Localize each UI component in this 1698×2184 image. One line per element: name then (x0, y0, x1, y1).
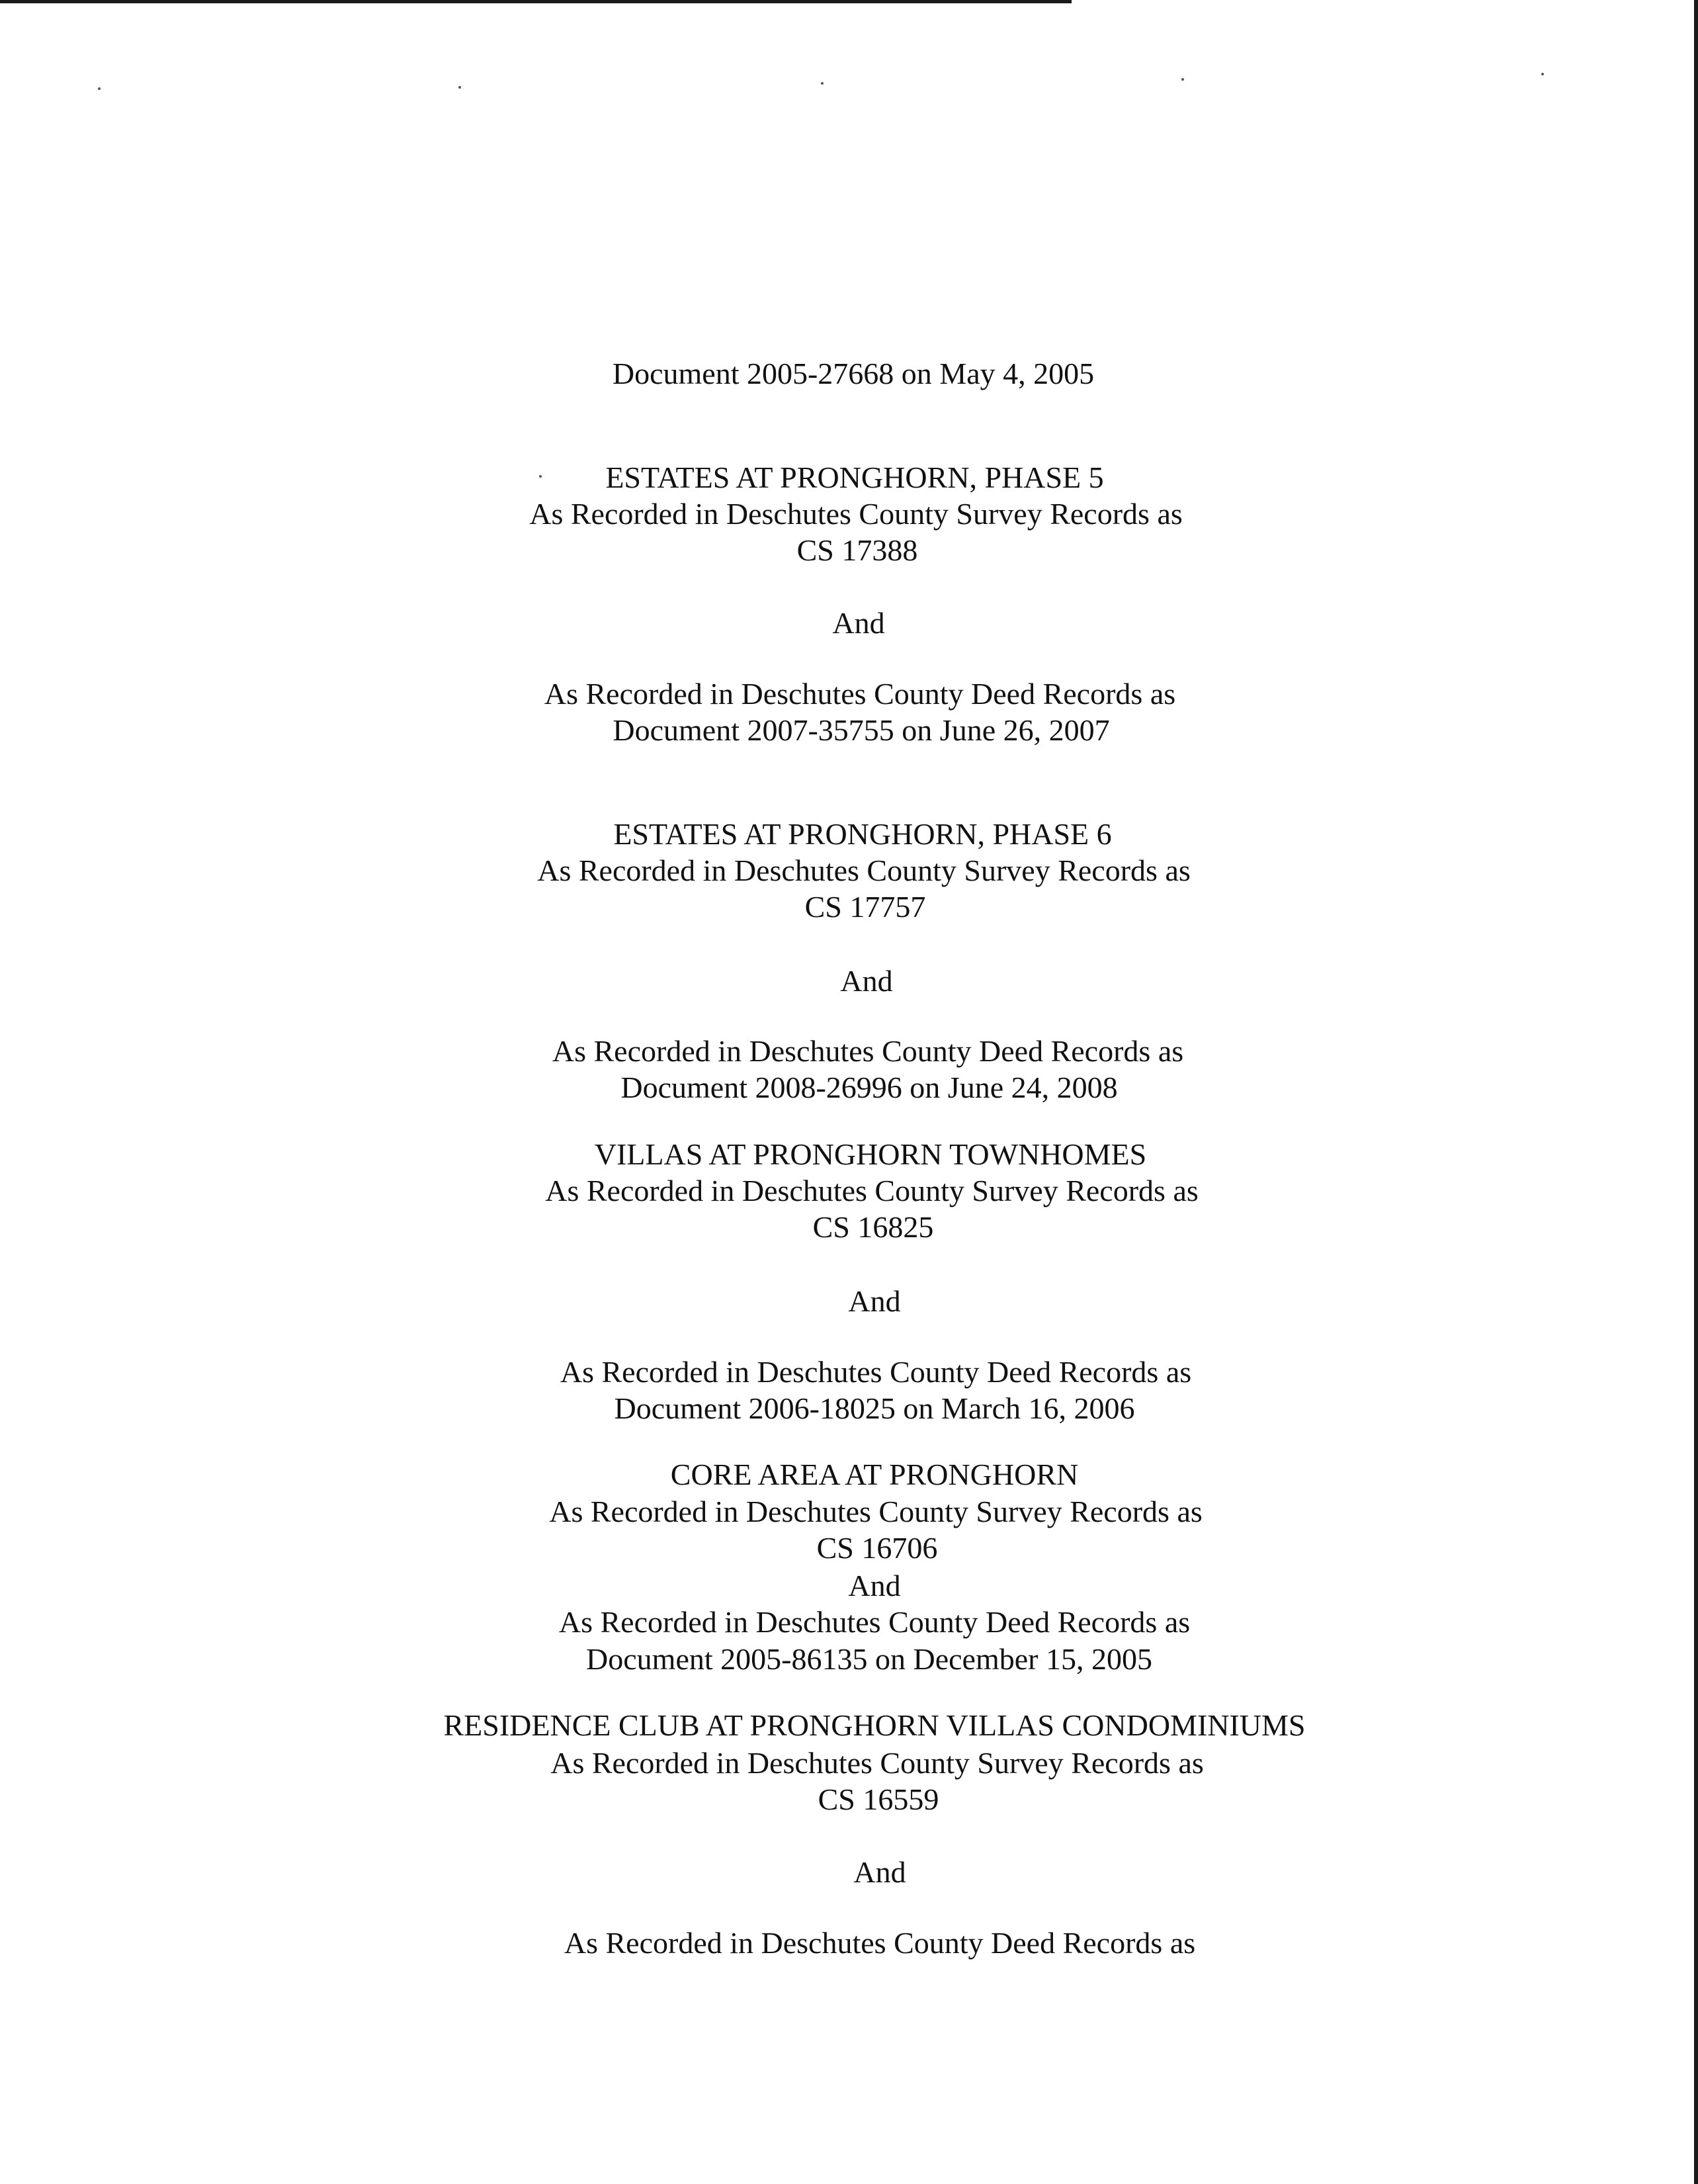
document-line: Document 2008-26996 on June 24, 2008 (620, 1070, 1118, 1104)
document-line: CS 16559 (818, 1782, 939, 1816)
document-line: Document 2007-35755 on June 26, 2007 (613, 713, 1110, 747)
scan-speck (821, 82, 824, 85)
document-line: And (840, 964, 893, 998)
section-heading: VILLAS AT PRONGHORN TOWNHOMES (594, 1137, 1147, 1171)
document-line: As Recorded in Deschutes County Survey Records as (549, 1495, 1203, 1528)
document-line: As Recorded in Deschutes County Deed Records as (560, 1355, 1192, 1389)
document-line: CS 16825 (812, 1210, 934, 1244)
document-line: And (832, 606, 885, 640)
document-line: As Recorded in Deschutes County Deed Records as (558, 1605, 1191, 1639)
document-line: As Recorded in Deschutes County Survey Records as (537, 853, 1191, 887)
scan-speck (98, 87, 101, 90)
document-line: And (848, 1284, 901, 1318)
scan-edge-right (1694, 0, 1698, 2184)
scan-speck (458, 86, 461, 89)
document-line: As Recorded in Deschutes County Deed Records as (564, 1926, 1196, 1960)
section-heading: ESTATES AT PRONGHORN, PHASE 5 (605, 460, 1104, 494)
document-line: Document 2005-27668 on May 4, 2005 (612, 357, 1095, 390)
document-line: As Recorded in Deschutes County Survey Records as (529, 497, 1183, 531)
scan-edge-top (0, 0, 1072, 3)
document-line: As Recorded in Deschutes County Deed Records as (544, 677, 1176, 711)
document-line: Document 2005-86135 on December 15, 2005 (586, 1642, 1152, 1676)
scan-speck (1181, 78, 1184, 81)
document-line: As Recorded in Deschutes County Survey Records as (550, 1746, 1204, 1780)
document-line: As Recorded in Deschutes County Survey Records as (545, 1174, 1199, 1207)
document-line: CS 17388 (796, 533, 918, 567)
document-line: CS 17757 (804, 890, 926, 924)
document-line: CS 16706 (816, 1531, 938, 1565)
document-line: And (853, 1855, 906, 1889)
document-line: Document 2006-18025 on March 16, 2006 (614, 1391, 1135, 1425)
document-line: And (848, 1569, 901, 1602)
section-heading: CORE AREA AT PRONGHORN (670, 1458, 1079, 1491)
scan-speck (539, 475, 542, 478)
section-heading: ESTATES AT PRONGHORN, PHASE 6 (613, 817, 1112, 851)
section-heading: RESIDENCE CLUB AT PRONGHORN VILLAS CONDOMINIUMS (443, 1708, 1306, 1742)
document-line: As Recorded in Deschutes County Deed Records as (552, 1034, 1184, 1068)
scan-speck (1541, 73, 1544, 75)
